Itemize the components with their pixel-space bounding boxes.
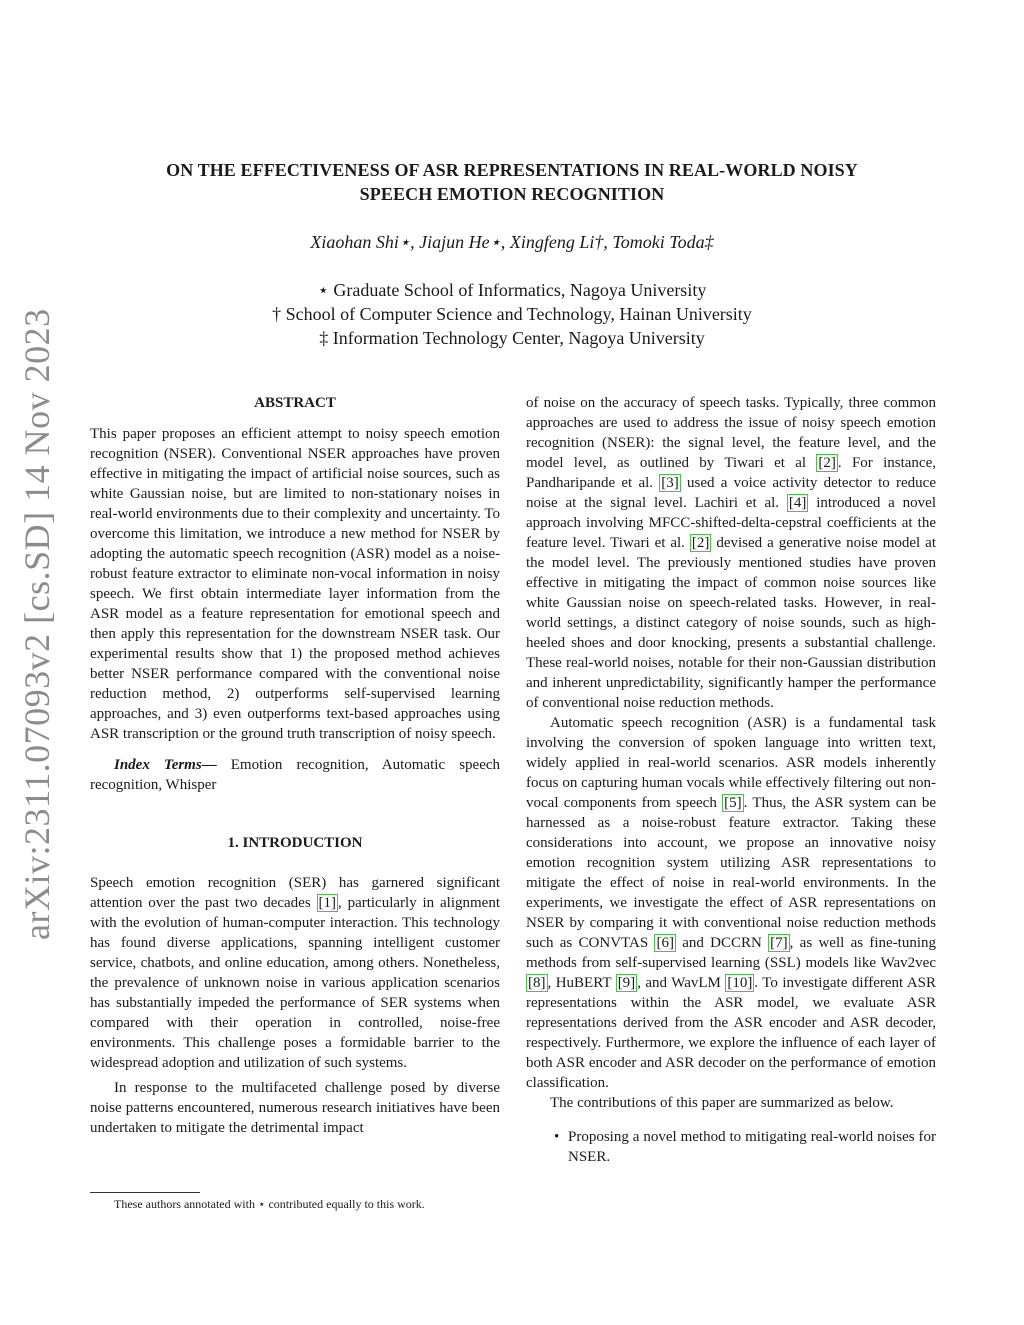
- arxiv-side-stamp: arXiv:2311.07093v2 [cs.SD] 14 Nov 2023: [17, 308, 57, 940]
- right-p2-text-b: . Thus, the ASR system can be harnessed as a noise-robust feature extractor. Taking these considerations into account, we propose an innovative noisy emotion recognition system utilizing ASR representations to mitigate the effect of noise in real-world environments. In the experiments, we investigate the effect of ASR representations on NSER by comparing it with conventional noise reduction methods such as CONVTAS: [526, 795, 936, 951]
- right-p1-text-d: introduced a novel approach involving MFCC-shifted-delta-cepstral coefficients at the feature level. Tiwari et al.: [526, 495, 936, 551]
- contribution-text: Proposing a novel method to mitigating real-world noises for NSER.: [568, 1129, 936, 1165]
- citation-link-3[interactable]: [3]: [661, 475, 679, 491]
- author-list: Xiaohan Shi⋆, Jiajun He⋆, Xingfeng Li†, Tomoki Toda‡: [310, 232, 714, 252]
- intro-p1-text-b: , particularly in alignment with the evolution of human-computer interaction. This technology has found diverse applications, spanning intelligent customer service, chatbots, and online education, among others. Nonetheless, the prevalence of unknown noise in various application scenarios has substantially impeded the performance of SER systems when compared with their operation in controlled, noise-free environments. This challenge poses a formidable barrier to the widespread adoption and utilization of such systems.: [90, 895, 500, 1071]
- intro-paragraph-1: [90, 873, 500, 1073]
- index-terms: [90, 755, 500, 795]
- right-column: [526, 393, 936, 1167]
- title-line-1: ON THE EFFECTIVENESS OF ASR REPRESENTATIONS IN REAL-WORLD NOISY: [166, 160, 858, 180]
- introduction-heading: 1. INTRODUCTION: [227, 835, 363, 851]
- citation-link-2[interactable]: [2]: [818, 455, 836, 471]
- citation-link-6[interactable]: [6]: [656, 935, 674, 951]
- right-p2-text-d: , as well as fine-tuning methods from self-supervised learning (SSL) models like Wav2vec: [526, 935, 936, 971]
- right-paragraph-1: [526, 393, 936, 713]
- citation-link-1[interactable]: [1]: [318, 895, 336, 911]
- paper-title: [100, 158, 924, 206]
- right-p2-text-e: , HuBERT: [547, 975, 616, 991]
- right-paragraph-2: [526, 713, 936, 1093]
- intro-paragraph-2: In response to the multifaceted challenge posed by diverse noise patterns encountered, numerous research initiatives have been undertaken to mitigate the detrimental impact: [90, 1080, 500, 1136]
- intro-p1-text-a: Speech emotion recognition (SER) has garnered significant attention over the past two decades: [90, 875, 500, 911]
- right-p1-text-e: devised a generative noise model at the model level. The previously mentioned studies have proven effective in mitigating the impact of common noise sources like white Gaussian noise on speech-related tasks. However, in real-world settings, a distinct category of noise sounds, such as high-heeled shoes and door knocking, presents a substantial challenge. These real-world noises, notable for their non-Gaussian distribution and inherent unpredictability, significantly hamper the performance of conventional noise reduction methods.: [526, 535, 936, 711]
- index-terms-label: Index Terms—: [114, 757, 217, 773]
- footnote-rule: [90, 1192, 200, 1193]
- contribution-list-item: [526, 1127, 936, 1167]
- affiliation-2: † School of Computer Science and Technology, Hainan University: [272, 304, 752, 324]
- citation-link-8[interactable]: [8]: [528, 975, 546, 991]
- right-p1-text-c: used a voice activity detector to reduce noise at the signal level. Lachiri et al.: [526, 475, 936, 511]
- citation-link-5[interactable]: [5]: [724, 795, 742, 811]
- right-paragraph-3: The contributions of this paper are summarized as below.: [550, 1095, 894, 1111]
- right-p2-text-c: and DCCRN: [675, 935, 769, 951]
- affiliations: [100, 278, 924, 350]
- right-p1-text-b: . For instance, Pandharipande et al.: [526, 455, 936, 491]
- abstract-heading: ABSTRACT: [254, 395, 336, 411]
- citation-link-2b[interactable]: [2]: [691, 535, 710, 551]
- abstract-text: This paper proposes an efficient attempt to noisy speech emotion recognition (NSER). Conventional NSER approaches have proven effective in mitigating the impact of artificial noise sources, such as white Gaussian noise, but are limited to non-stationary noises in real-world environments due to their complexity and uncertainty. To overcome this limitation, we introduce a new method for NSER by adopting the automatic speech recognition (ASR) model as a noise-robust feature extractor to eliminate non-vocal information in noisy speech. We first obtain intermediate layer information from the ASR model as a feature representation for emotional speech and then apply this representation for the downstream NSER task. Our experimental results show that 1) the proposed method achieves better NSER performance compared with the conventional noise reduction method, 2) outperforms self-supervised learning approaches, and 3) even outperforms text-based approaches using ASR transcription or the ground truth transcription of noisy speech.: [90, 426, 500, 742]
- affiliation-3: ‡ Information Technology Center, Nagoya University: [319, 328, 705, 348]
- right-p2-text-a: Automatic speech recognition (ASR) is a fundamental task involving the conversion of spoken language into written text, widely applied in real-world scenarios. ASR models inherently focus on capturing human vocals while effectively filtering out non-vocal components from speech: [526, 715, 936, 811]
- footnote: These authors annotated with ⋆ contributed equally to this work.: [114, 1197, 425, 1211]
- affiliation-1: ⋆ Graduate School of Informatics, Nagoya University: [317, 280, 707, 300]
- citation-link-10[interactable]: [10]: [727, 975, 753, 991]
- citation-link-9[interactable]: [9]: [617, 975, 636, 991]
- right-p2-text-f: , and WavLM: [637, 975, 726, 991]
- right-p2-text-g: . To investigate different ASR representations within the ASR model, we evaluate ASR representations derived from the ASR encoder and ASR decoder, respectively. Furthermore, we explore the influence of each layer of both ASR encoder and ASR decoder on the performance of emotion classification.: [526, 975, 936, 1091]
- index-terms-text: Emotion recognition, Automatic speech recognition, Whisper: [90, 757, 501, 793]
- citation-link-4[interactable]: [4]: [788, 495, 807, 511]
- right-p1-text-a: of noise on the accuracy of speech tasks. Typically, three common approaches are used to address the issue of noisy speech emotion recognition (NSER): the signal level, the feature level, and the model level, as outlined by Tiwari et al: [526, 395, 936, 471]
- citation-link-7[interactable]: [7]: [770, 935, 788, 951]
- left-column: [90, 393, 500, 1138]
- bullet-icon: •: [554, 1129, 560, 1145]
- title-line-2: SPEECH EMOTION RECOGNITION: [359, 184, 665, 204]
